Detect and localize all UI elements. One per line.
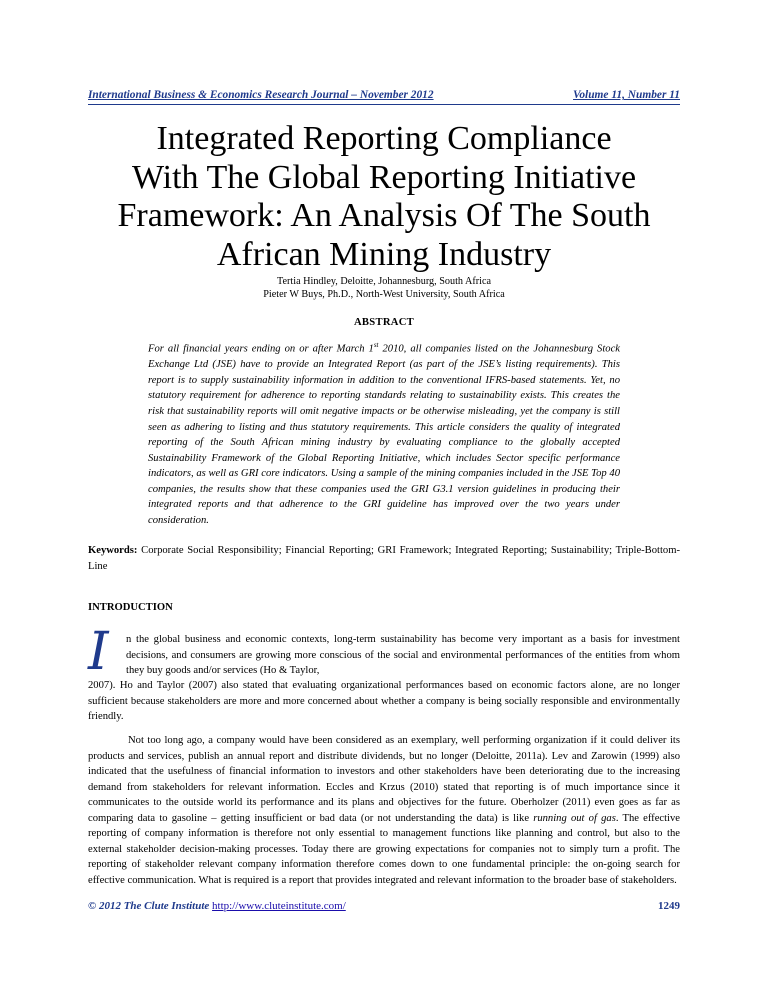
keywords: [88, 543, 680, 574]
intro-paragraph-1-first: n the global business and economic contexts, long-term sustainability has become very important as a basis for investment decisions, and consumers are growing more conscious of the social and environmental performances of the entities from whom they buy goods and/or services (Ho & Taylor,: [126, 634, 680, 676]
abstract-text-part1: For all financial years ending on or after March 1: [148, 343, 374, 355]
title-line: With The Global Reporting Initiative: [131, 158, 637, 196]
title-line: African Mining Industry: [216, 235, 552, 273]
author-list: [88, 276, 680, 301]
author-line: Pieter W Buys, Ph.D., North-West University, South Africa: [263, 288, 505, 300]
keywords-label: Keywords:: [88, 545, 138, 556]
abstract-heading: ABSTRACT: [353, 317, 415, 328]
p2-part2: . The effective reporting of company information is therefore not only essential to management functions like planning and control, but also to the external stakeholder decision-making processes. Today there are growing expectations for companies not to simply turn a profit. The reporting of stakeholder relevant company information therefore comes down to one fundamental principle: the on-going search for effective communication. What is required is a report that provides integrated and relevant information to the broader base of stakeholders.: [88, 812, 680, 886]
title-line: Framework: An Analysis Of The South: [117, 197, 651, 234]
footer-copyright: [88, 900, 346, 912]
abstract-body: [148, 338, 620, 529]
publisher-link[interactable]: http://www.cluteinstitute.com/: [212, 900, 346, 912]
p2-part1: Not too long ago, a company would have been considered as an exemplary, well performing organization if it could deliver its products and services, publish an annual report and distribute dividends, but no longer (Deloitte, 2011a). Lev and Zarowin (1999) also indicated that the usefulness of financial information to investors and other stakeholders have been deteriorating due to the increasing demand from stakeholders for relevant information. Eccles and Krzus (2010) stated that reporting is of much importance since it communicates to the outside world its performance and its plans and objectives for the future. Oberholzer (2011) even goes as far as comparing data to gasoline – getting insufficient or bad data (or not understanding the data) is like: [88, 735, 680, 824]
copyright-text: © 2012 The Clute Institute: [88, 900, 213, 912]
volume-header: Volume 11, Number 11: [573, 89, 680, 101]
abstract-superscript: st: [373, 341, 379, 349]
title-line: Integrated Reporting Compliance: [156, 120, 612, 157]
paper-title: [88, 120, 680, 274]
abstract-text-part2: 2010, all companies listed on the Johannesburg Stock Exchange Ltd (JSE) have to provide an Integrated Report (as part of the JSE’s listing requirements). This report is to supply sustainability information in addition to the conventional IFRS-based statements. Yet, no statutory requirement for adherence to reporting standards relating to sustainability exists. This creates the risk that sustainability reports will omit negative impacts or be otherwise misleading, yet the company is still seen as adhering to listing and thus statutory requirements. This article considers the quality of integrated reporting of the South African mining industry by evaluating compliance to the globally accepted Sustainability Framework of the Global Reporting Initiative, which includes Sector specific performance indicators, as well as GRI core indicators. Using a sample of the mining companies included in the JSE Top 40 companies, the results show that these companies used the GRI G3.1 version guidelines in producing their integrated reports and that adherence to the GRI guideline has improved over the two years under consideration.: [148, 343, 620, 527]
page-footer: [88, 900, 680, 916]
keywords-text: Corporate Social Responsibility; Financial Reporting; GRI Framework; Integrated Reporting; Sustainability; Triple-Bottom-Line: [88, 545, 680, 572]
header-rule: [88, 104, 680, 105]
intro-paragraph-1-rest: 2007). Ho and Taylor (2007) also stated that evaluating organizational performances based on economic factors alone, are no longer sufficient because stakeholders are more and more concerned about whether a company is being socially responsible and environmentally friendly.: [88, 680, 680, 722]
introduction-heading: INTRODUCTION: [88, 602, 173, 613]
drop-cap: I: [88, 622, 109, 682]
p2-italic: running out of gas: [533, 812, 616, 824]
journal-header: International Business & Economics Research Journal – November 2012: [88, 89, 434, 101]
page-number: 1249: [658, 900, 680, 912]
intro-paragraph-2: [88, 733, 680, 888]
author-line: Tertia Hindley, Deloitte, Johannesburg, South Africa: [276, 276, 492, 287]
